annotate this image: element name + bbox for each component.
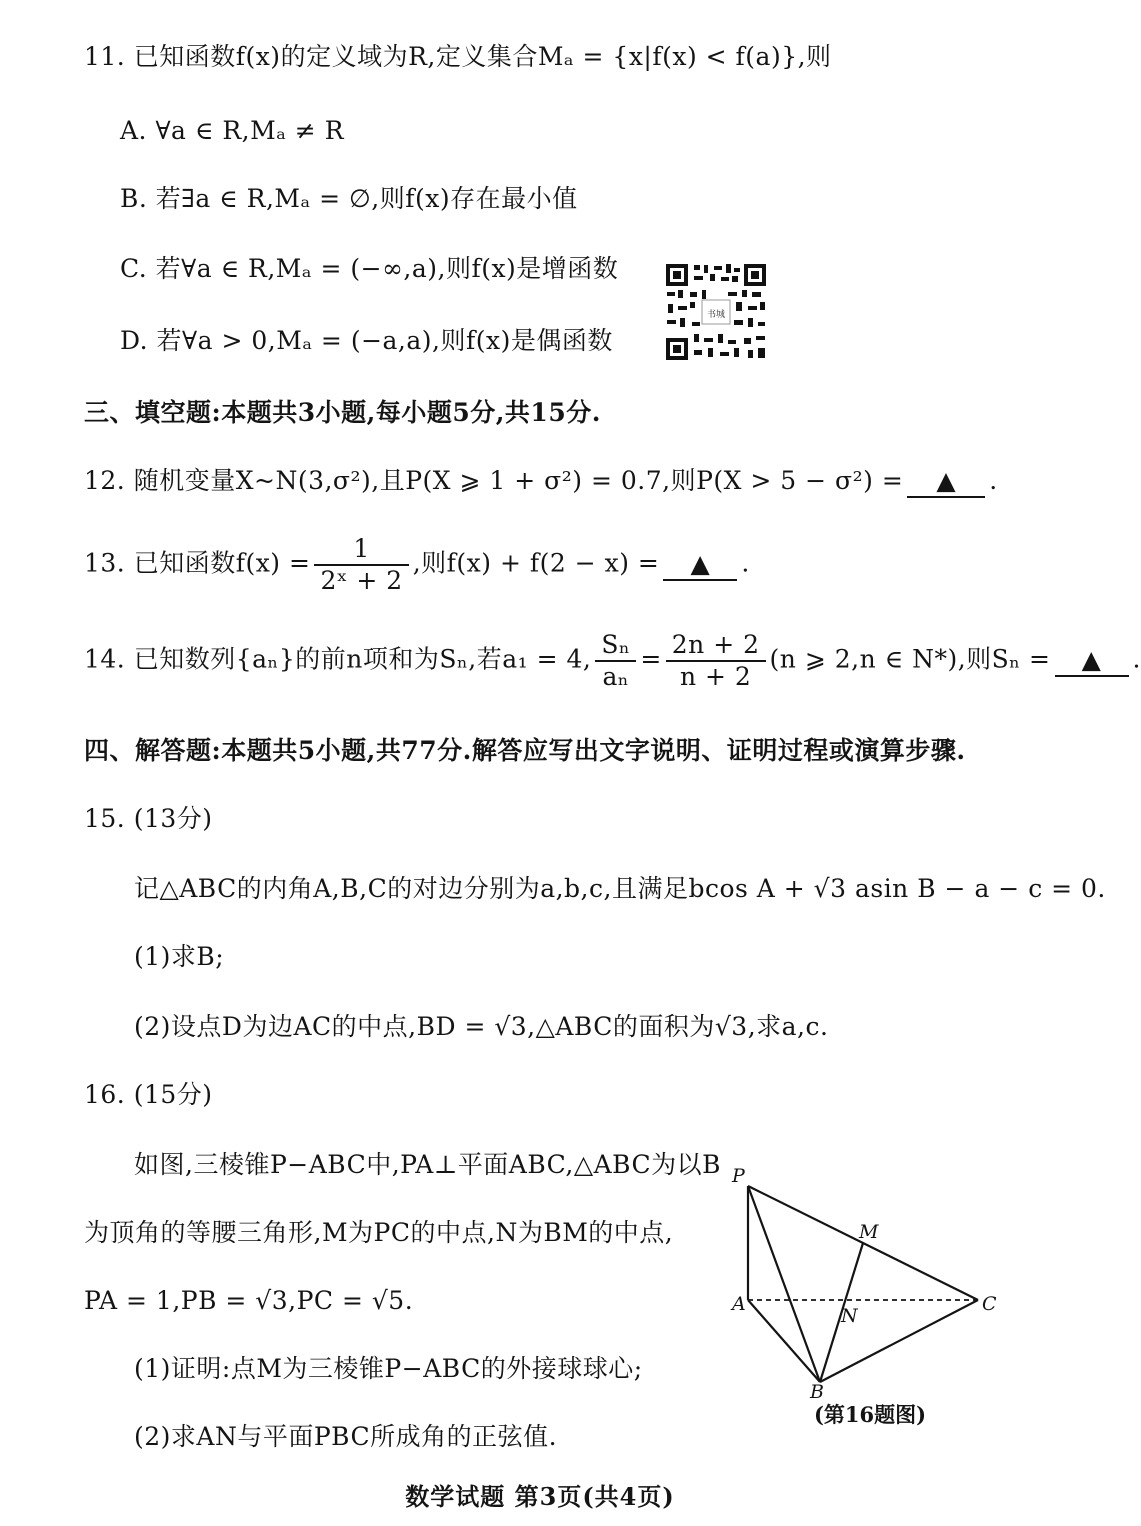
q13-denominator: 2ˣ + 2 <box>320 566 403 595</box>
q14-fraction-1-numerator: Sₙ <box>595 630 636 662</box>
q14-fraction-1 <box>595 630 636 692</box>
q11-stem: 11. 已知函数f(x)的定义域为R,定义集合Mₐ = {x|f(x) < f(a)},则 <box>84 42 832 71</box>
q14-fraction-2-numerator: 2n + 2 <box>666 630 766 662</box>
q14-fraction-2 <box>666 630 766 692</box>
label-A: A <box>732 1293 746 1315</box>
q16-stem-line-3: PA = 1,PB = √3,PC = √5. <box>84 1286 414 1315</box>
q14-suffix: (n ⩾ 2,n ∈ N*),则Sₙ = <box>769 644 1051 674</box>
q14-equals: = <box>640 644 662 674</box>
label-M: M <box>859 1221 879 1243</box>
q13-suffix: ,则f(x) + f(2 − x) = <box>412 548 660 578</box>
q11-option-d: D. 若∀a > 0,Mₐ = (−a,a),则f(x)是偶函数 <box>120 326 613 355</box>
label-C: C <box>982 1293 997 1315</box>
qr-logo-text: 书城 <box>706 310 726 320</box>
figure-caption: (第16题图) <box>814 1402 927 1427</box>
section-4-heading: 四、解答题:本题共5小题,共77分.解答应写出文字说明、证明过程或演算步骤. <box>84 736 966 765</box>
q14-fraction-2-denominator: n + 2 <box>679 662 752 691</box>
q14-answer-blank: ▲ <box>1055 645 1129 677</box>
qr-code <box>664 262 768 362</box>
q15-stem: 记△ABC的内角A,B,C的对边分别为a,b,c,且满足bcos A + √3 asin B − a − c = 0. <box>134 874 1106 903</box>
label-P: P <box>732 1165 745 1187</box>
q14 <box>84 630 1141 692</box>
q13-prefix: 13. 已知函数f(x) = <box>84 548 311 578</box>
pyramid-figure <box>722 1160 1012 1403</box>
page-footer: 数学试题 第3页(共4页) <box>405 1482 675 1511</box>
q14-end: . <box>1132 644 1141 674</box>
q15-part-1: (1)求B; <box>134 942 225 971</box>
q15-part-2: (2)设点D为边AC的中点,BD = √3,△ABC的面积为√3,求a,c. <box>134 1012 829 1041</box>
section-3-heading: 三、填空题:本题共3小题,每小题5分,共15分. <box>84 398 601 427</box>
q14-fraction-1-denominator: aₙ <box>602 662 630 691</box>
q12 <box>84 464 998 498</box>
q13 <box>84 534 750 596</box>
q16-stem-line-1: 如图,三棱锥P−ABC中,PA⊥平面ABC,△ABC为以B <box>134 1150 721 1179</box>
q14-prefix: 14. 已知数列{aₙ}的前n项和为Sₙ,若a₁ = 4, <box>84 644 592 674</box>
q12-answer-blank: ▲ <box>907 466 985 498</box>
q11-option-c: C. 若∀a ∈ R,Mₐ = (−∞,a),则f(x)是增函数 <box>120 254 619 283</box>
q16-header: 16. (15分) <box>84 1080 213 1109</box>
q13-answer-blank: ▲ <box>663 549 737 581</box>
edge-AB <box>748 1300 820 1382</box>
q16-part-1: (1)证明:点M为三棱锥P−ABC的外接球球心; <box>134 1354 643 1383</box>
label-B: B <box>810 1381 824 1403</box>
label-N: N <box>841 1305 858 1327</box>
q16-part-2: (2)求AN与平面PBC所成角的正弦值. <box>134 1422 558 1451</box>
q16-stem-line-2: 为顶角的等腰三角形,M为PC的中点,N为BM的中点, <box>84 1218 674 1247</box>
q11-option-b: B. 若∃a ∈ R,Mₐ = ∅,则f(x)存在最小值 <box>120 184 578 213</box>
q13-fraction <box>314 534 408 596</box>
q12-text: 12. 随机变量X~N(3,σ²),且P(X ⩾ 1 + σ²) = 0.7,则P(X > 5 − σ²) = <box>84 466 904 495</box>
q11-option-a: A. ∀a ∈ R,Mₐ ≠ R <box>120 116 345 145</box>
q13-end: . <box>741 548 750 578</box>
q13-numerator: 1 <box>314 534 408 566</box>
q15-header: 15. (13分) <box>84 804 213 833</box>
q12-end: . <box>989 466 998 495</box>
